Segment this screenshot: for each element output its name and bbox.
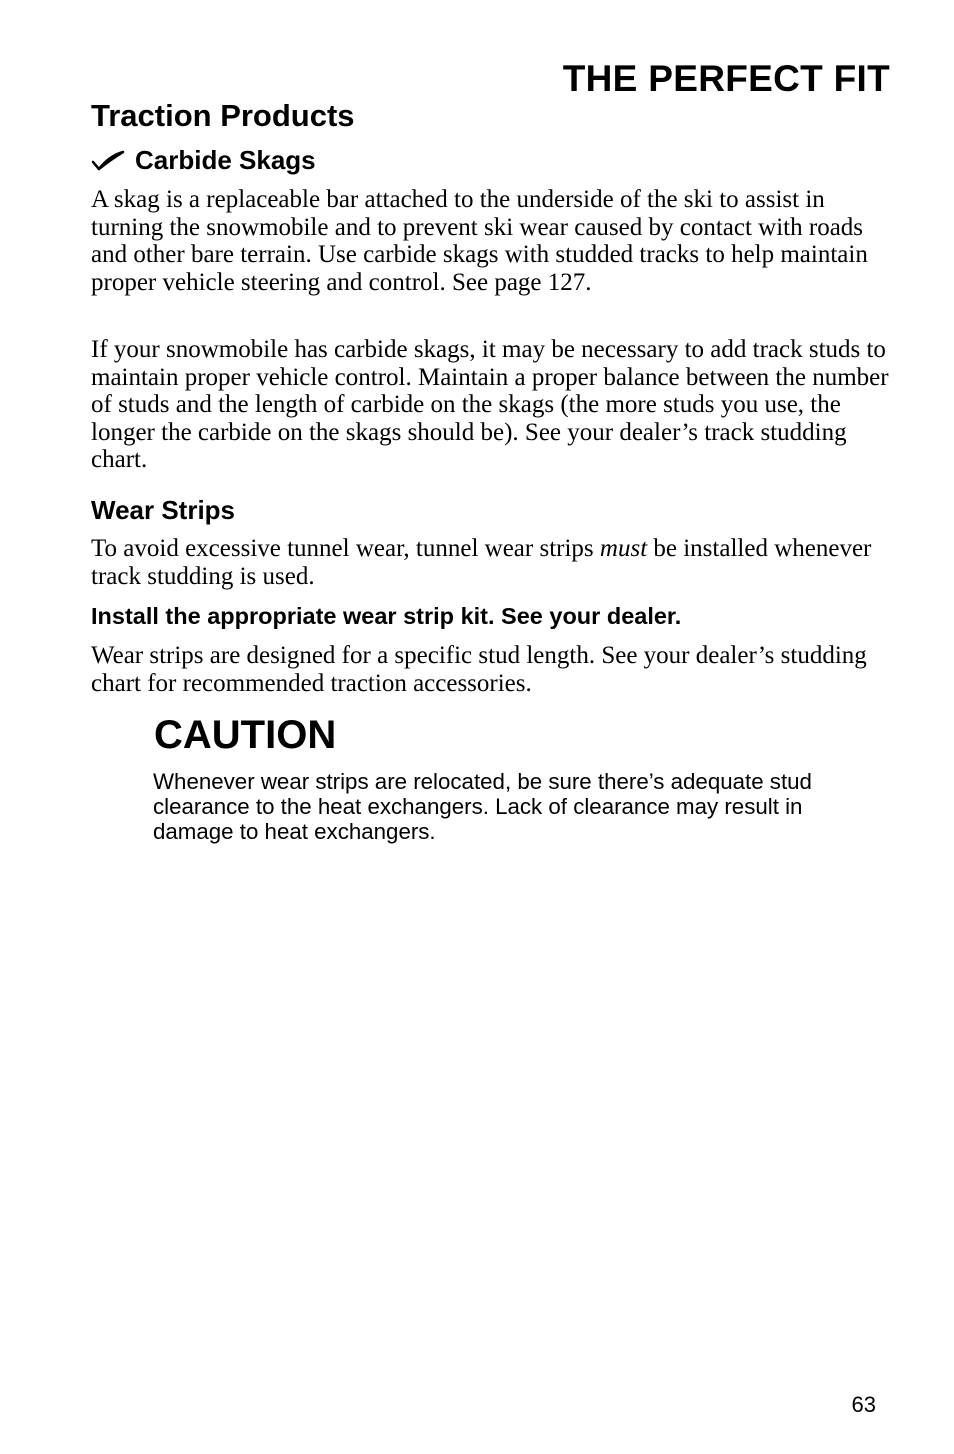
page-number: 63	[851, 1392, 876, 1417]
wear-strips-bold-note: Install the appropriate wear strip kit. See your dealer.	[91, 603, 682, 629]
carbide-skags-paragraph-1: A skag is a replaceable bar attached to the underside of the ski to assist in turning the snowmobile and to prevent ski wear caused by contact with roads and other bare terrain. Use carbide skags with studded tracks to help maintain proper vehicle steering and control. See page 127.	[91, 186, 868, 296]
checkmark-icon	[91, 150, 125, 172]
page-header-title: THE PERFECT FIT	[562, 58, 890, 99]
wear-strips-text-before: To avoid excessive tunnel wear, tunnel wear strips	[91, 535, 594, 562]
wear-strips-heading-label: Wear Strips	[91, 495, 236, 525]
section-title: Traction Products	[91, 98, 355, 133]
wear-strips-text-after: be installed whenever track studding is used.	[91, 535, 872, 590]
wear-strips-emphasis: must	[599, 535, 648, 562]
wear-strips-paragraph-1	[91, 535, 891, 590]
carbide-skags-heading	[91, 145, 316, 176]
wear-strips-heading	[91, 495, 235, 526]
caution-title: CAUTION	[154, 713, 337, 757]
wear-strips-paragraph-2: Wear strips are designed for a specific stud length. See your dealer’s studding chart for recommended traction accessories.	[91, 642, 867, 697]
carbide-skags-paragraph-2: If your snowmobile has carbide skags, it may be necessary to add track studs to maintain proper vehicle control. Maintain a proper balance between the number of studs and the length of carbide on the skags (the more studs you use, the longer the carbide on the skags should be). See your dealer’s track studding chart.	[91, 336, 889, 474]
carbide-skags-heading-label: Carbide Skags	[135, 145, 316, 175]
caution-text: Whenever wear strips are relocated, be sure there’s adequate stud clearance to the heat exchangers. Lack of clearance may result in damage to heat exchangers.	[153, 769, 812, 844]
